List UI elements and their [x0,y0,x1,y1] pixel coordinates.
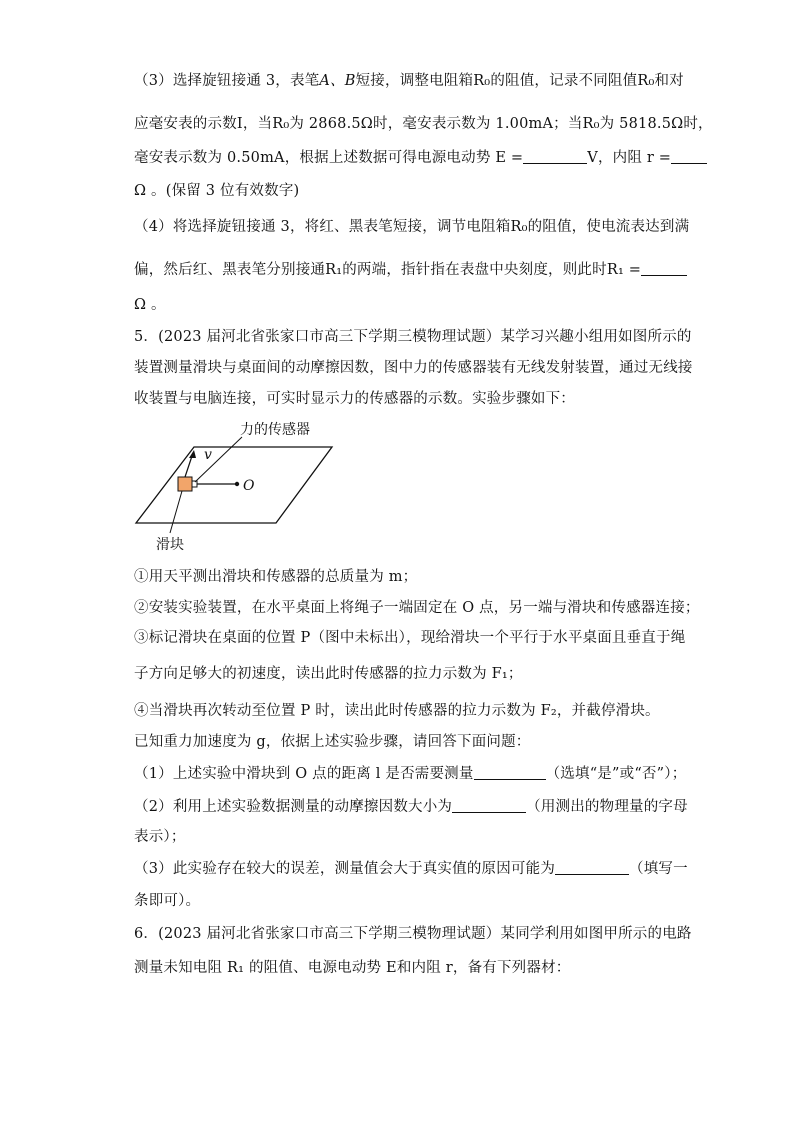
text-line: 6．(2023 届河北省张家口市高三下学期三模物理试题）某同学利用如图甲所示的电路 [134,926,692,942]
text-line: 子方向足够大的初速度，读出此时传感器的拉力示数为 F₁； [134,666,523,682]
sensor-box [192,481,197,487]
text-line: 应毫安表的示数I，当R₀为 2868.5Ω时，毫安表示数为 1.00mA；当R₀为 5818.5Ω时， [134,116,713,132]
text-line: 表示）； [134,829,186,845]
text-line: （1）上述实验中滑块到 O 点的距离 l 是否需要测量 （选填“是”或“否”）； [134,766,687,782]
text-line: （2）利用上述实验数据测量的动摩擦因数大小为 （用测出的物理量的字母 [134,799,688,815]
pivot-point [235,482,239,486]
answer-blank [523,149,587,164]
text-line: ②安装实验装置，在水平桌面上将绳子一端固定在 O 点，另一端与滑块和传感器连接； [134,600,700,616]
block-label: 滑块 [156,537,184,553]
text-line: ④当滑块再次转动至位置 P 时，读出此时传感器的拉力示数为 F₂，并截停滑块。 [134,703,660,719]
text-line: 条即可）。 [134,893,201,909]
text-line: 装置测量滑块与桌面间的动摩擦因数，图中力的传感器装有无线发射装置，通过无线接 [134,360,693,376]
apparatus-figure [130,415,350,560]
text-line: （3）选择旋钮接通 3，表笔A、B短接，调整电阻箱R₀的阻值，记录不同阻值R₀和对 [134,73,684,89]
block-leader-line [170,491,182,533]
text-line: 毫安表示数为 0.50mA，根据上述数据可得电源电动势 E = V，内阻 r = [134,148,707,168]
text-line: 偏，然后红、黑表笔分别接通R₁的两端，指针指在表盘中央刻度，则此时R₁ = [134,260,687,280]
text-line: 已知重力加速度为 g，依据上述实验步骤，请回答下面问题： [134,734,531,750]
text-line: ①用天平测出滑块和传感器的总质量为 m； [134,569,418,585]
velocity-label: v [204,447,212,463]
answer-blank [555,860,629,875]
answer-blank [474,765,546,780]
text-line: （4）将选择旋钮接通 3，将红、黑表笔短接，调节电阻箱R₀的阻值，使电流表达到满 [134,219,690,235]
block-square [178,477,192,491]
sensor-leader-line [195,437,242,482]
text-line: ③标记滑块在桌面的位置 P（图中未标出），现给滑块一个平行于水平桌面且垂直于绳 [134,630,686,646]
answer-blank [641,261,687,276]
text-line: 收装置与电脑连接，可实时显示力的传感器的示数。实验步骤如下： [134,391,575,407]
text-line: 测量未知电阻 R₁ 的阻值、电源电动势 E和内阻 r，备有下列器材： [134,960,571,976]
answer-blank [452,798,526,813]
sensor-label: 力的传感器 [240,422,310,438]
text-line: Ω 。(保留 3 位有效数字) [134,183,300,199]
table-surface [136,447,332,523]
text-line: Ω 。 [134,297,166,313]
text-line: 5．(2023 届河北省张家口市高三下学期三模物理试题）某学习兴趣小组用如图所示的 [134,329,692,345]
text-line: （3）此实验存在较大的误差，测量值会大于真实值的原因可能为 （填写一 [134,861,688,877]
answer-blank [671,149,707,164]
point-o-label: O [243,478,255,494]
